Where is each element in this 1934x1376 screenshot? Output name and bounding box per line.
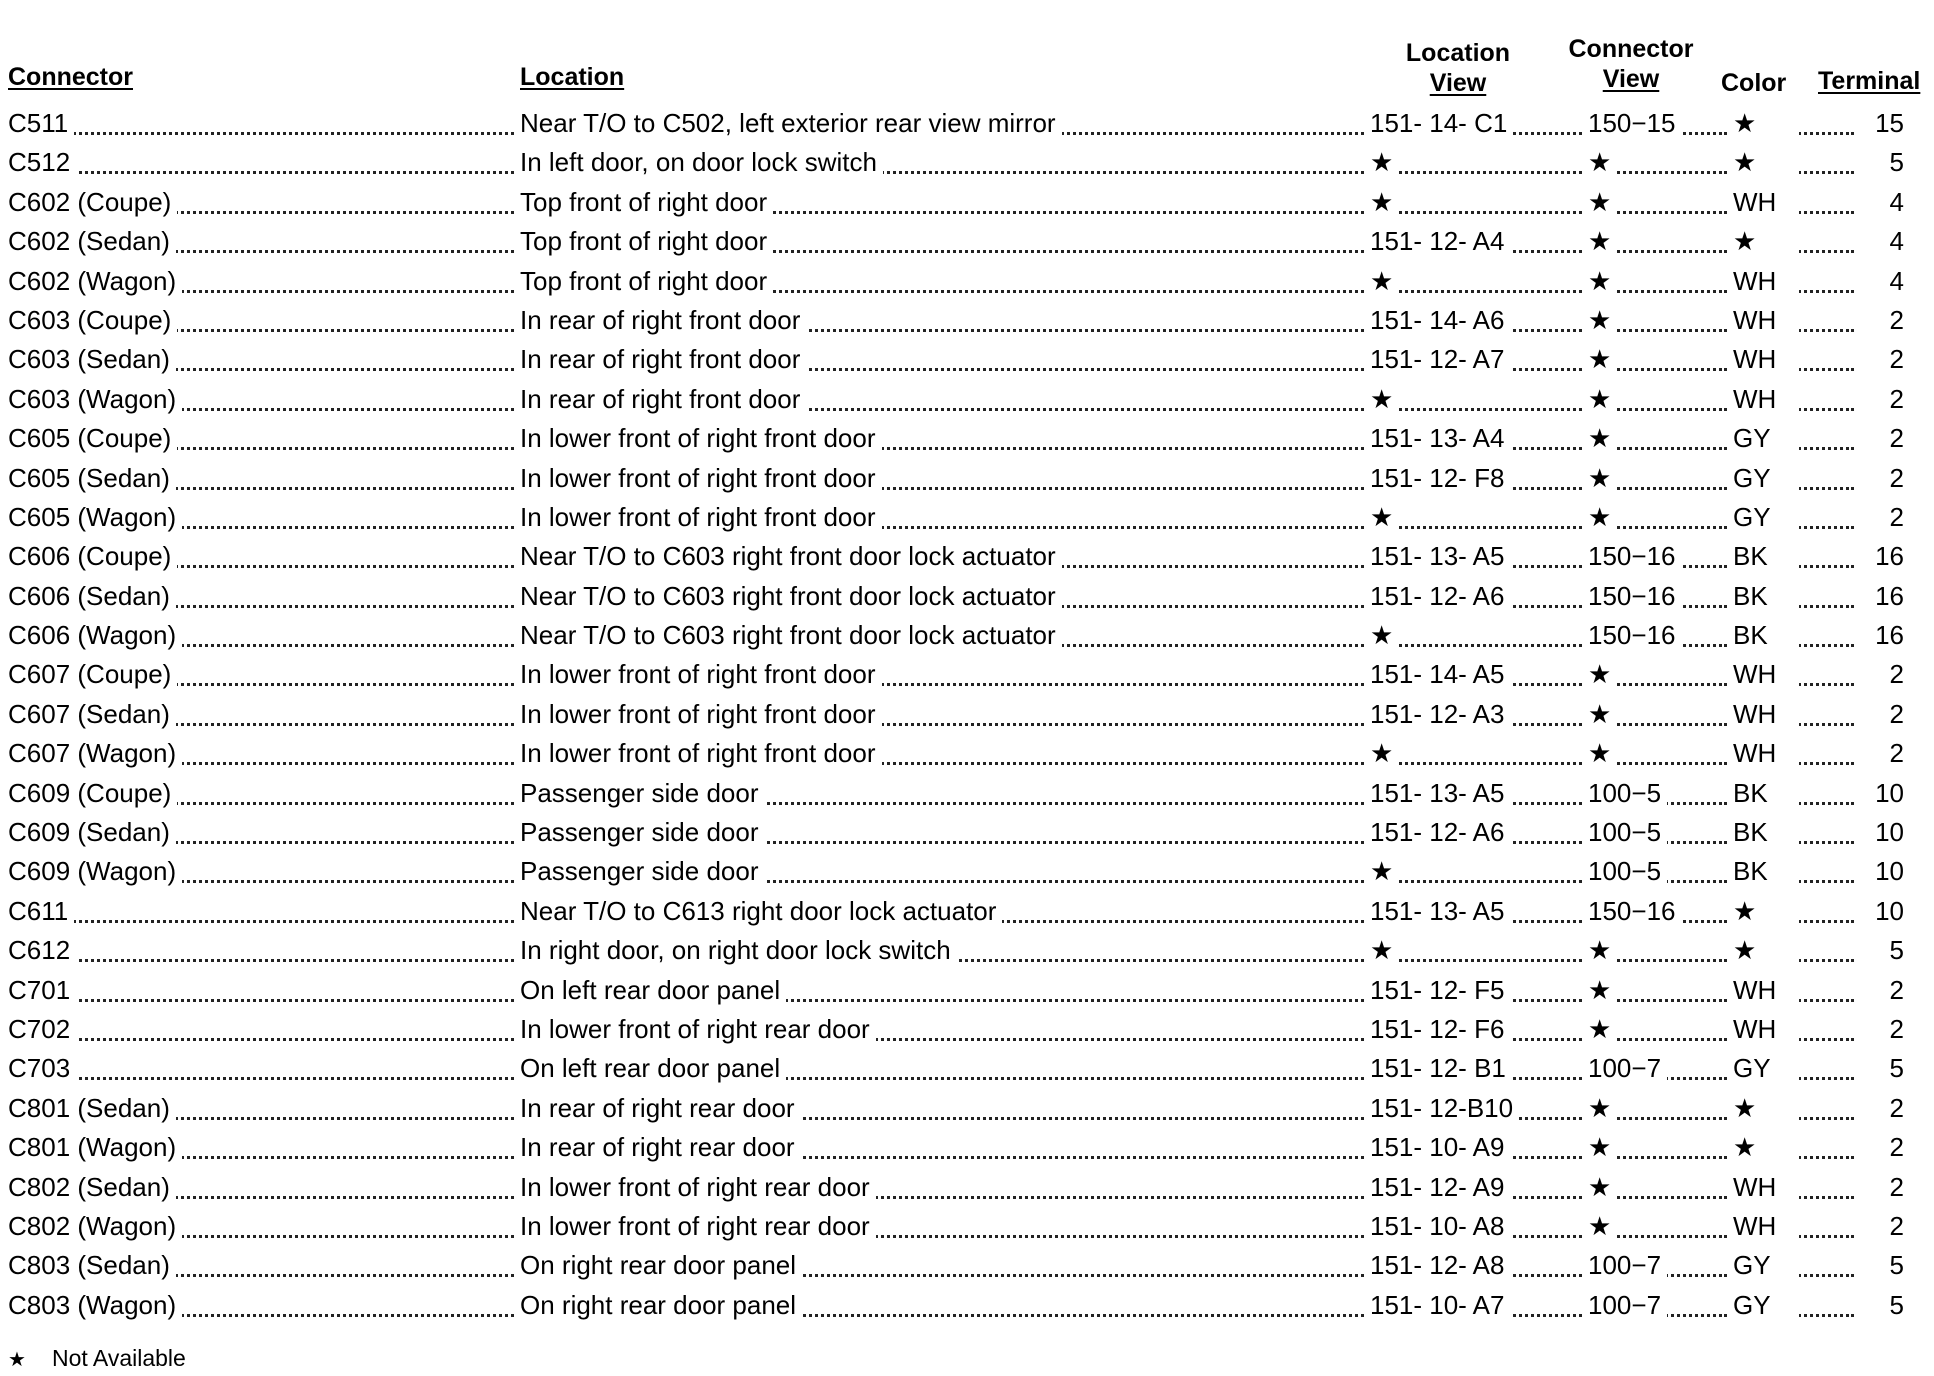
cell-location-view: 151- 12- A7 (1370, 340, 1510, 379)
cell-connector: C606 (Wagon) (8, 616, 182, 655)
table-row (8, 183, 1926, 222)
cell-location: On left rear door panel (520, 971, 786, 1010)
cell-location-view: 151- 12- A8 (1370, 1246, 1510, 1285)
cell-terminal: 4 (1856, 183, 1904, 222)
cell-connector-view: ★ (1588, 183, 1617, 222)
cell-connector: C702 (8, 1010, 76, 1049)
cell-color: BK (1733, 813, 1799, 852)
cell-connector: C511 (8, 104, 74, 143)
cell-location: Top front of right door (520, 262, 773, 301)
footnote (8, 1344, 186, 1374)
cell-location-view: ★ (1370, 143, 1399, 182)
cell-connector: C801 (Sedan) (8, 1089, 176, 1128)
table-row (8, 380, 1926, 419)
cell-location: In lower front of right rear door (520, 1010, 876, 1049)
cell-color: WH (1733, 1010, 1799, 1049)
cell-connector: C606 (Sedan) (8, 577, 176, 616)
table-header (8, 35, 1926, 100)
cell-location: In rear of right front door (520, 301, 806, 340)
header-location-view (1393, 38, 1523, 98)
cell-terminal: 5 (1856, 931, 1904, 970)
dot-leader (1376, 758, 1582, 765)
cell-location: In lower front of right front door (520, 655, 882, 694)
cell-location-view: 151- 14- A5 (1370, 655, 1510, 694)
cell-terminal: 2 (1856, 459, 1904, 498)
cell-terminal: 2 (1856, 1089, 1904, 1128)
cell-color: WH (1733, 655, 1799, 694)
cell-terminal: 2 (1856, 734, 1904, 773)
cell-connector: C607 (Sedan) (8, 695, 176, 734)
cell-terminal: 16 (1856, 577, 1904, 616)
cell-terminal: 2 (1856, 1168, 1904, 1207)
cell-location: In rear of right front door (520, 380, 806, 419)
cell-connector-view: 100−5 (1588, 813, 1667, 852)
cell-location: Passenger side door (520, 813, 764, 852)
cell-location-view: 151- 13- A5 (1370, 892, 1510, 931)
cell-terminal: 10 (1856, 852, 1904, 891)
cell-location-view: 151- 13- A4 (1370, 419, 1510, 458)
cell-connector: C603 (Coupe) (8, 301, 177, 340)
cell-terminal: 2 (1856, 419, 1904, 458)
cell-connector-view: ★ (1588, 1128, 1617, 1167)
table-body (8, 104, 1926, 1325)
table-row (8, 1049, 1926, 1088)
cell-connector-view: ★ (1588, 734, 1617, 773)
cell-color: WH (1733, 1207, 1799, 1246)
cell-connector: C609 (Coupe) (8, 774, 177, 813)
header-location: Location (520, 63, 625, 91)
header-connector-view-line2: View (1602, 65, 1660, 93)
cell-connector: C605 (Wagon) (8, 498, 182, 537)
connector-table (8, 35, 1926, 1325)
cell-location-view: 151- 10- A9 (1370, 1128, 1510, 1167)
dot-leader (1376, 522, 1582, 529)
cell-color: BK (1733, 577, 1799, 616)
cell-connector-view: 150−16 (1588, 892, 1681, 931)
cell-location: Near T/O to C502, left exterior rear view mirror (520, 104, 1062, 143)
cell-connector-view: ★ (1588, 1010, 1617, 1049)
cell-terminal: 4 (1856, 222, 1904, 261)
table-row (8, 852, 1926, 891)
cell-location-view: 151- 12- A6 (1370, 577, 1510, 616)
cell-connector-view: 100−7 (1588, 1286, 1667, 1325)
cell-connector-view: 100−5 (1588, 852, 1667, 891)
cell-color: ★ (1733, 222, 1799, 261)
cell-color: ★ (1733, 143, 1799, 182)
cell-connector: C602 (Wagon) (8, 262, 182, 301)
cell-location-view: 151- 12- A6 (1370, 813, 1510, 852)
table-row (8, 695, 1926, 734)
dot-leader (14, 1034, 514, 1041)
table-row (8, 222, 1926, 261)
cell-connector-view: 100−7 (1588, 1049, 1667, 1088)
cell-terminal: 5 (1856, 1246, 1904, 1285)
cell-terminal: 16 (1856, 537, 1904, 576)
cell-location-view: 151- 12- A3 (1370, 695, 1510, 734)
cell-location: Near T/O to C603 right front door lock actuator (520, 616, 1062, 655)
cell-connector: C703 (8, 1049, 76, 1088)
cell-color: WH (1733, 380, 1799, 419)
header-terminal: Terminal (1818, 67, 1921, 95)
cell-location: Top front of right door (520, 183, 773, 222)
cell-color: WH (1733, 301, 1799, 340)
header-connector-view-line1: Connector (1568, 35, 1694, 63)
cell-location: Passenger side door (520, 852, 764, 891)
cell-location: Passenger side door (520, 774, 764, 813)
cell-color: ★ (1733, 104, 1799, 143)
cell-color: BK (1733, 537, 1799, 576)
cell-connector-view: ★ (1588, 971, 1617, 1010)
cell-color: BK (1733, 852, 1799, 891)
cell-connector: C603 (Sedan) (8, 340, 176, 379)
cell-color: GY (1733, 459, 1799, 498)
cell-connector: C603 (Wagon) (8, 380, 182, 419)
table-row (8, 459, 1926, 498)
cell-location-view: ★ (1370, 262, 1399, 301)
table-row (8, 262, 1926, 301)
cell-location: On left rear door panel (520, 1049, 786, 1088)
table-row (8, 892, 1926, 931)
cell-location: Near T/O to C603 right front door lock actuator (520, 537, 1062, 576)
table-row (8, 1010, 1926, 1049)
cell-location: In left door, on door lock switch (520, 143, 883, 182)
cell-terminal: 4 (1856, 262, 1904, 301)
cell-terminal: 2 (1856, 1010, 1904, 1049)
cell-connector: C605 (Sedan) (8, 459, 176, 498)
table-row (8, 971, 1926, 1010)
cell-connector: C609 (Wagon) (8, 852, 182, 891)
cell-color: WH (1733, 340, 1799, 379)
table-row (8, 1207, 1926, 1246)
table-row (8, 498, 1926, 537)
cell-connector-view: ★ (1588, 301, 1617, 340)
cell-location-view: ★ (1370, 931, 1399, 970)
cell-connector: C612 (8, 931, 76, 970)
cell-color: GY (1733, 498, 1799, 537)
cell-color: WH (1733, 734, 1799, 773)
table-row (8, 774, 1926, 813)
cell-terminal: 10 (1856, 892, 1904, 931)
cell-connector-view: ★ (1588, 695, 1617, 734)
cell-terminal: 5 (1856, 143, 1904, 182)
cell-connector: C605 (Coupe) (8, 419, 177, 458)
table-row (8, 616, 1926, 655)
dot-leader (14, 995, 514, 1002)
dot-leader (1376, 640, 1582, 647)
cell-location-view: ★ (1370, 852, 1399, 891)
cell-terminal: 15 (1856, 104, 1904, 143)
cell-location: In lower front of right front door (520, 419, 882, 458)
cell-connector-view: 100−5 (1588, 774, 1667, 813)
cell-location: In rear of right front door (520, 340, 806, 379)
cell-location-view: 151- 13- A5 (1370, 774, 1510, 813)
dot-leader (14, 955, 514, 962)
cell-location: In lower front of right front door (520, 498, 882, 537)
cell-location-view: 151- 12- A4 (1370, 222, 1510, 261)
table-row (8, 419, 1926, 458)
header-location-view-line2: View (1429, 69, 1487, 97)
cell-color: WH (1733, 262, 1799, 301)
cell-color: BK (1733, 774, 1799, 813)
cell-connector: C701 (8, 971, 76, 1010)
cell-terminal: 2 (1856, 380, 1904, 419)
cell-connector: C606 (Coupe) (8, 537, 177, 576)
cell-location: Near T/O to C603 right front door lock actuator (520, 577, 1062, 616)
cell-location-view: ★ (1370, 498, 1399, 537)
cell-connector: C801 (Wagon) (8, 1128, 182, 1167)
table-row (8, 577, 1926, 616)
table-row (8, 537, 1926, 576)
cell-connector: C607 (Wagon) (8, 734, 182, 773)
cell-location-view: 151- 14- A6 (1370, 301, 1510, 340)
cell-location: Top front of right door (520, 222, 773, 261)
cell-terminal: 16 (1856, 616, 1904, 655)
cell-connector-view: ★ (1588, 340, 1617, 379)
cell-connector: C602 (Coupe) (8, 183, 177, 222)
cell-location-view: 151- 12-B10 (1370, 1089, 1519, 1128)
cell-location-view: 151- 14- C1 (1370, 104, 1513, 143)
cell-location: On right rear door panel (520, 1286, 802, 1325)
table-row (8, 734, 1926, 773)
cell-location: In lower front of right front door (520, 459, 882, 498)
table-row (8, 104, 1926, 143)
cell-location: On right rear door panel (520, 1246, 802, 1285)
cell-terminal: 2 (1856, 340, 1904, 379)
cell-connector-view: ★ (1588, 143, 1617, 182)
cell-terminal: 10 (1856, 774, 1904, 813)
cell-connector: C602 (Sedan) (8, 222, 176, 261)
cell-location-view: 151- 12- A9 (1370, 1168, 1510, 1207)
table-row (8, 1286, 1926, 1325)
cell-color: ★ (1733, 1128, 1799, 1167)
dot-leader (14, 916, 514, 923)
table-row (8, 340, 1926, 379)
cell-terminal: 10 (1856, 813, 1904, 852)
cell-location: In rear of right rear door (520, 1089, 801, 1128)
cell-location: In lower front of right rear door (520, 1168, 876, 1207)
cell-connector: C802 (Sedan) (8, 1168, 176, 1207)
cell-location-view: 151- 12- F5 (1370, 971, 1510, 1010)
dot-leader (1376, 207, 1582, 214)
dot-leader (1376, 955, 1582, 962)
cell-connector-view: ★ (1588, 459, 1617, 498)
cell-terminal: 2 (1856, 971, 1904, 1010)
cell-terminal: 2 (1856, 1207, 1904, 1246)
cell-color: WH (1733, 695, 1799, 734)
cell-terminal: 5 (1856, 1286, 1904, 1325)
cell-location: In rear of right rear door (520, 1128, 801, 1167)
cell-color: GY (1733, 1246, 1799, 1285)
cell-color: ★ (1733, 931, 1799, 970)
cell-connector-view: ★ (1588, 419, 1617, 458)
cell-connector-view: ★ (1588, 655, 1617, 694)
table-row (8, 813, 1926, 852)
cell-terminal: 5 (1856, 1049, 1904, 1088)
cell-location-view: 151- 10- A7 (1370, 1286, 1510, 1325)
dot-leader (1376, 404, 1582, 411)
cell-connector-view: 150−16 (1588, 616, 1681, 655)
table-row (8, 1246, 1926, 1285)
header-connector-view (1556, 34, 1706, 94)
table-row (8, 655, 1926, 694)
cell-connector-view: ★ (1588, 1207, 1617, 1246)
dot-leader (1376, 286, 1582, 293)
cell-location-view: 151- 12- F8 (1370, 459, 1510, 498)
cell-location-view: 151- 13- A5 (1370, 537, 1510, 576)
table-row (8, 143, 1926, 182)
cell-location: In lower front of right front door (520, 734, 882, 773)
dot-leader (1376, 167, 1582, 174)
dot-leader (14, 167, 514, 174)
cell-location-view: ★ (1370, 380, 1399, 419)
cell-terminal: 2 (1856, 301, 1904, 340)
cell-connector-view: ★ (1588, 931, 1617, 970)
cell-color: WH (1733, 971, 1799, 1010)
cell-color: WH (1733, 183, 1799, 222)
cell-location: In lower front of right front door (520, 695, 882, 734)
cell-location-view: ★ (1370, 734, 1399, 773)
cell-location: In right door, on right door lock switch (520, 931, 957, 970)
table-row (8, 1089, 1926, 1128)
cell-terminal: 2 (1856, 1128, 1904, 1167)
header-location-view-line1: Location (1405, 39, 1511, 67)
cell-location-view: 151- 12- F6 (1370, 1010, 1510, 1049)
cell-location-view: 151- 12- B1 (1370, 1049, 1512, 1088)
cell-connector: C803 (Wagon) (8, 1286, 182, 1325)
header-connector: Connector (8, 63, 133, 91)
dot-leader (14, 1073, 514, 1080)
cell-connector-view: 150−16 (1588, 537, 1681, 576)
cell-connector-view: ★ (1588, 262, 1617, 301)
cell-location-view: ★ (1370, 616, 1399, 655)
cell-terminal: 2 (1856, 498, 1904, 537)
cell-location-view: ★ (1370, 183, 1399, 222)
header-color: Color (1721, 69, 1787, 97)
table-row (8, 1168, 1926, 1207)
cell-connector-view: ★ (1588, 1089, 1617, 1128)
cell-connector: C803 (Sedan) (8, 1246, 176, 1285)
cell-location: In lower front of right rear door (520, 1207, 876, 1246)
cell-connector: C512 (8, 143, 76, 182)
cell-color: GY (1733, 419, 1799, 458)
table-row (8, 1128, 1926, 1167)
cell-connector: C607 (Coupe) (8, 655, 177, 694)
star-icon: ★ (8, 1349, 26, 1371)
cell-connector-view: ★ (1588, 1168, 1617, 1207)
cell-color: GY (1733, 1286, 1799, 1325)
dot-leader (14, 128, 514, 135)
table-row (8, 931, 1926, 970)
dot-leader (1376, 876, 1582, 883)
cell-terminal: 2 (1856, 695, 1904, 734)
cell-connector: C802 (Wagon) (8, 1207, 182, 1246)
cell-color: BK (1733, 616, 1799, 655)
cell-connector: C611 (8, 892, 74, 931)
cell-connector: C609 (Sedan) (8, 813, 176, 852)
cell-connector-view: 150−16 (1588, 577, 1681, 616)
cell-connector-view: 150−15 (1588, 104, 1681, 143)
cell-color: ★ (1733, 1089, 1799, 1128)
cell-connector-view: ★ (1588, 222, 1617, 261)
cell-color: WH (1733, 1168, 1799, 1207)
table-row (8, 301, 1926, 340)
footnote-text: Not Available (52, 1345, 186, 1371)
cell-terminal: 2 (1856, 655, 1904, 694)
cell-location: Near T/O to C613 right door lock actuator (520, 892, 1002, 931)
cell-connector-view: 100−7 (1588, 1246, 1667, 1285)
cell-color: ★ (1733, 892, 1799, 931)
cell-location-view: 151- 10- A8 (1370, 1207, 1510, 1246)
cell-color: GY (1733, 1049, 1799, 1088)
cell-connector-view: ★ (1588, 380, 1617, 419)
cell-connector-view: ★ (1588, 498, 1617, 537)
